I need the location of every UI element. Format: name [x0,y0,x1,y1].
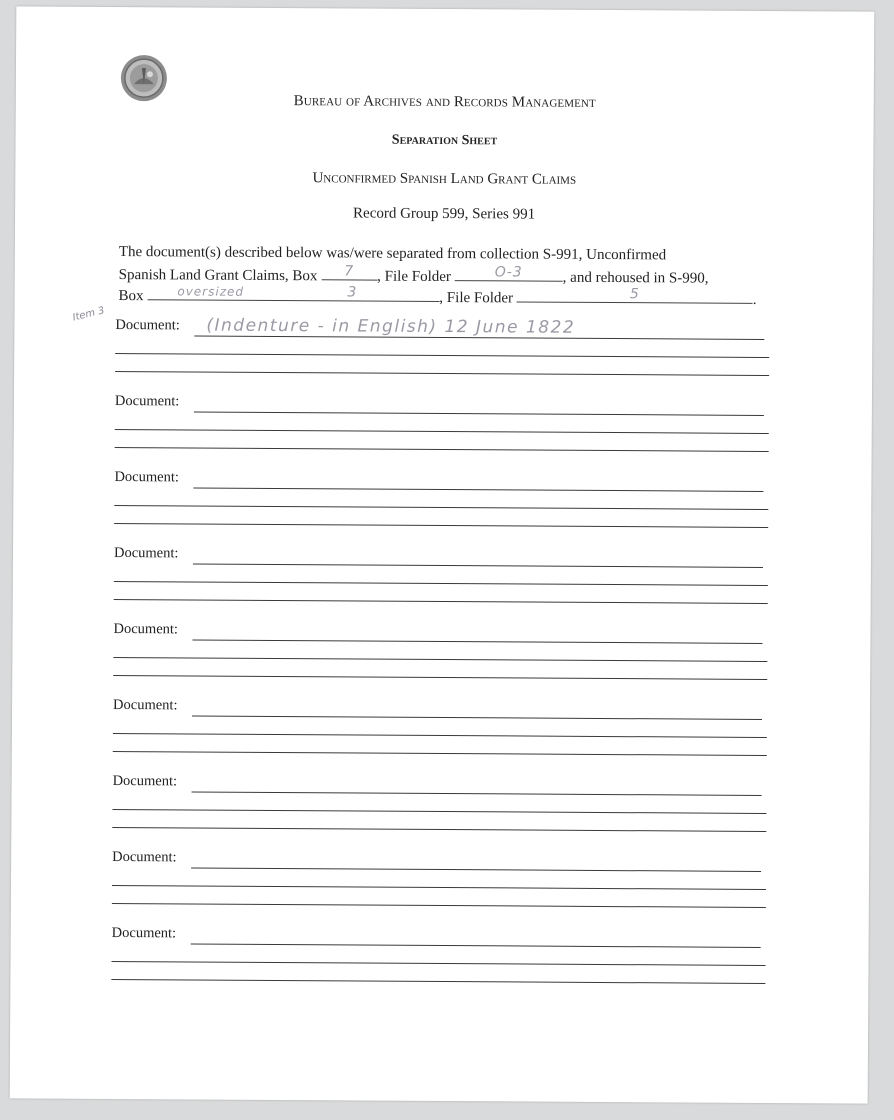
document-entry-line[interactable] [115,371,769,376]
document-label: Document: [111,924,177,942]
document-label: Document: [113,696,178,714]
document-entry-line[interactable] [191,867,761,871]
document-entry-line[interactable] [192,639,762,643]
document-entry-line[interactable] [112,827,766,832]
box-value: 7 [344,263,355,280]
document-entry-line[interactable] [114,599,768,604]
statement-text: , File Folder [377,268,451,286]
document-entry-line[interactable] [192,715,762,719]
statement-text: Spanish Land Grant Claims, Box [118,267,318,285]
document-entry-line[interactable] [112,809,766,814]
document-entry-line[interactable] [113,657,767,662]
document-label: Document: [114,392,180,410]
new-file-folder-field[interactable] [517,285,753,303]
document-entry-line[interactable] [113,751,767,756]
new-box-value-b: 3 [347,284,358,301]
document-1-entry: (Indenture - in English) 12 June 1822 [206,315,576,338]
record-group: Record Group 599, Series 991 [353,205,536,223]
statement-line-1: The document(s) described below was/were separated from collection S-991, Unconfirmed [118,244,667,264]
document-label: Document: [112,848,177,866]
file-folder-value: O-3 [494,264,523,281]
document-label: Document: [112,772,178,790]
document-entry-line[interactable] [191,943,761,947]
item-note: Item 3 [71,305,106,324]
document-entry-line[interactable] [112,885,766,890]
statement-text: , and rehoused in S-990, [562,269,709,287]
document-entry-line[interactable] [113,675,767,680]
document-label: Document: [115,317,180,334]
document-entry-line[interactable] [113,733,767,738]
statement-text: Box [118,288,144,305]
document-label: Document: [114,468,179,486]
document-entry-line[interactable] [193,563,763,567]
statement-line-3 [119,283,757,309]
document-entry-line[interactable] [112,961,766,966]
document-entry-line[interactable] [115,447,769,452]
document-entry-line[interactable] [114,523,768,528]
box-field[interactable] [321,263,377,280]
statement-text: . [752,291,757,308]
document-entry-line[interactable] [115,353,769,358]
new-box-field[interactable] [147,283,439,302]
document-label: Document: [113,544,179,562]
new-box-value-a: oversized [177,284,245,299]
document-label: Document: [113,620,179,638]
sheet-title: Separation Sheet [391,132,498,149]
bureau-name: Bureau of Archives and Records Management [293,93,596,111]
file-folder-field[interactable] [455,264,563,282]
collection-name: Unconfirmed Spanish Land Grant Claims [312,170,577,188]
separation-sheet [10,6,875,1103]
document-entry-line[interactable] [115,429,769,434]
document-entry-line[interactable] [194,411,764,415]
document-entry-line[interactable] [193,487,763,491]
document-entry-line[interactable] [192,791,762,795]
new-file-folder-value: 5 [629,286,640,303]
statement-text: , File Folder [439,289,514,307]
document-entry-line[interactable] [111,979,765,984]
document-entry-line[interactable] [114,505,768,510]
document-entry-line[interactable] [114,581,768,586]
document-entry-line[interactable] [112,903,766,908]
